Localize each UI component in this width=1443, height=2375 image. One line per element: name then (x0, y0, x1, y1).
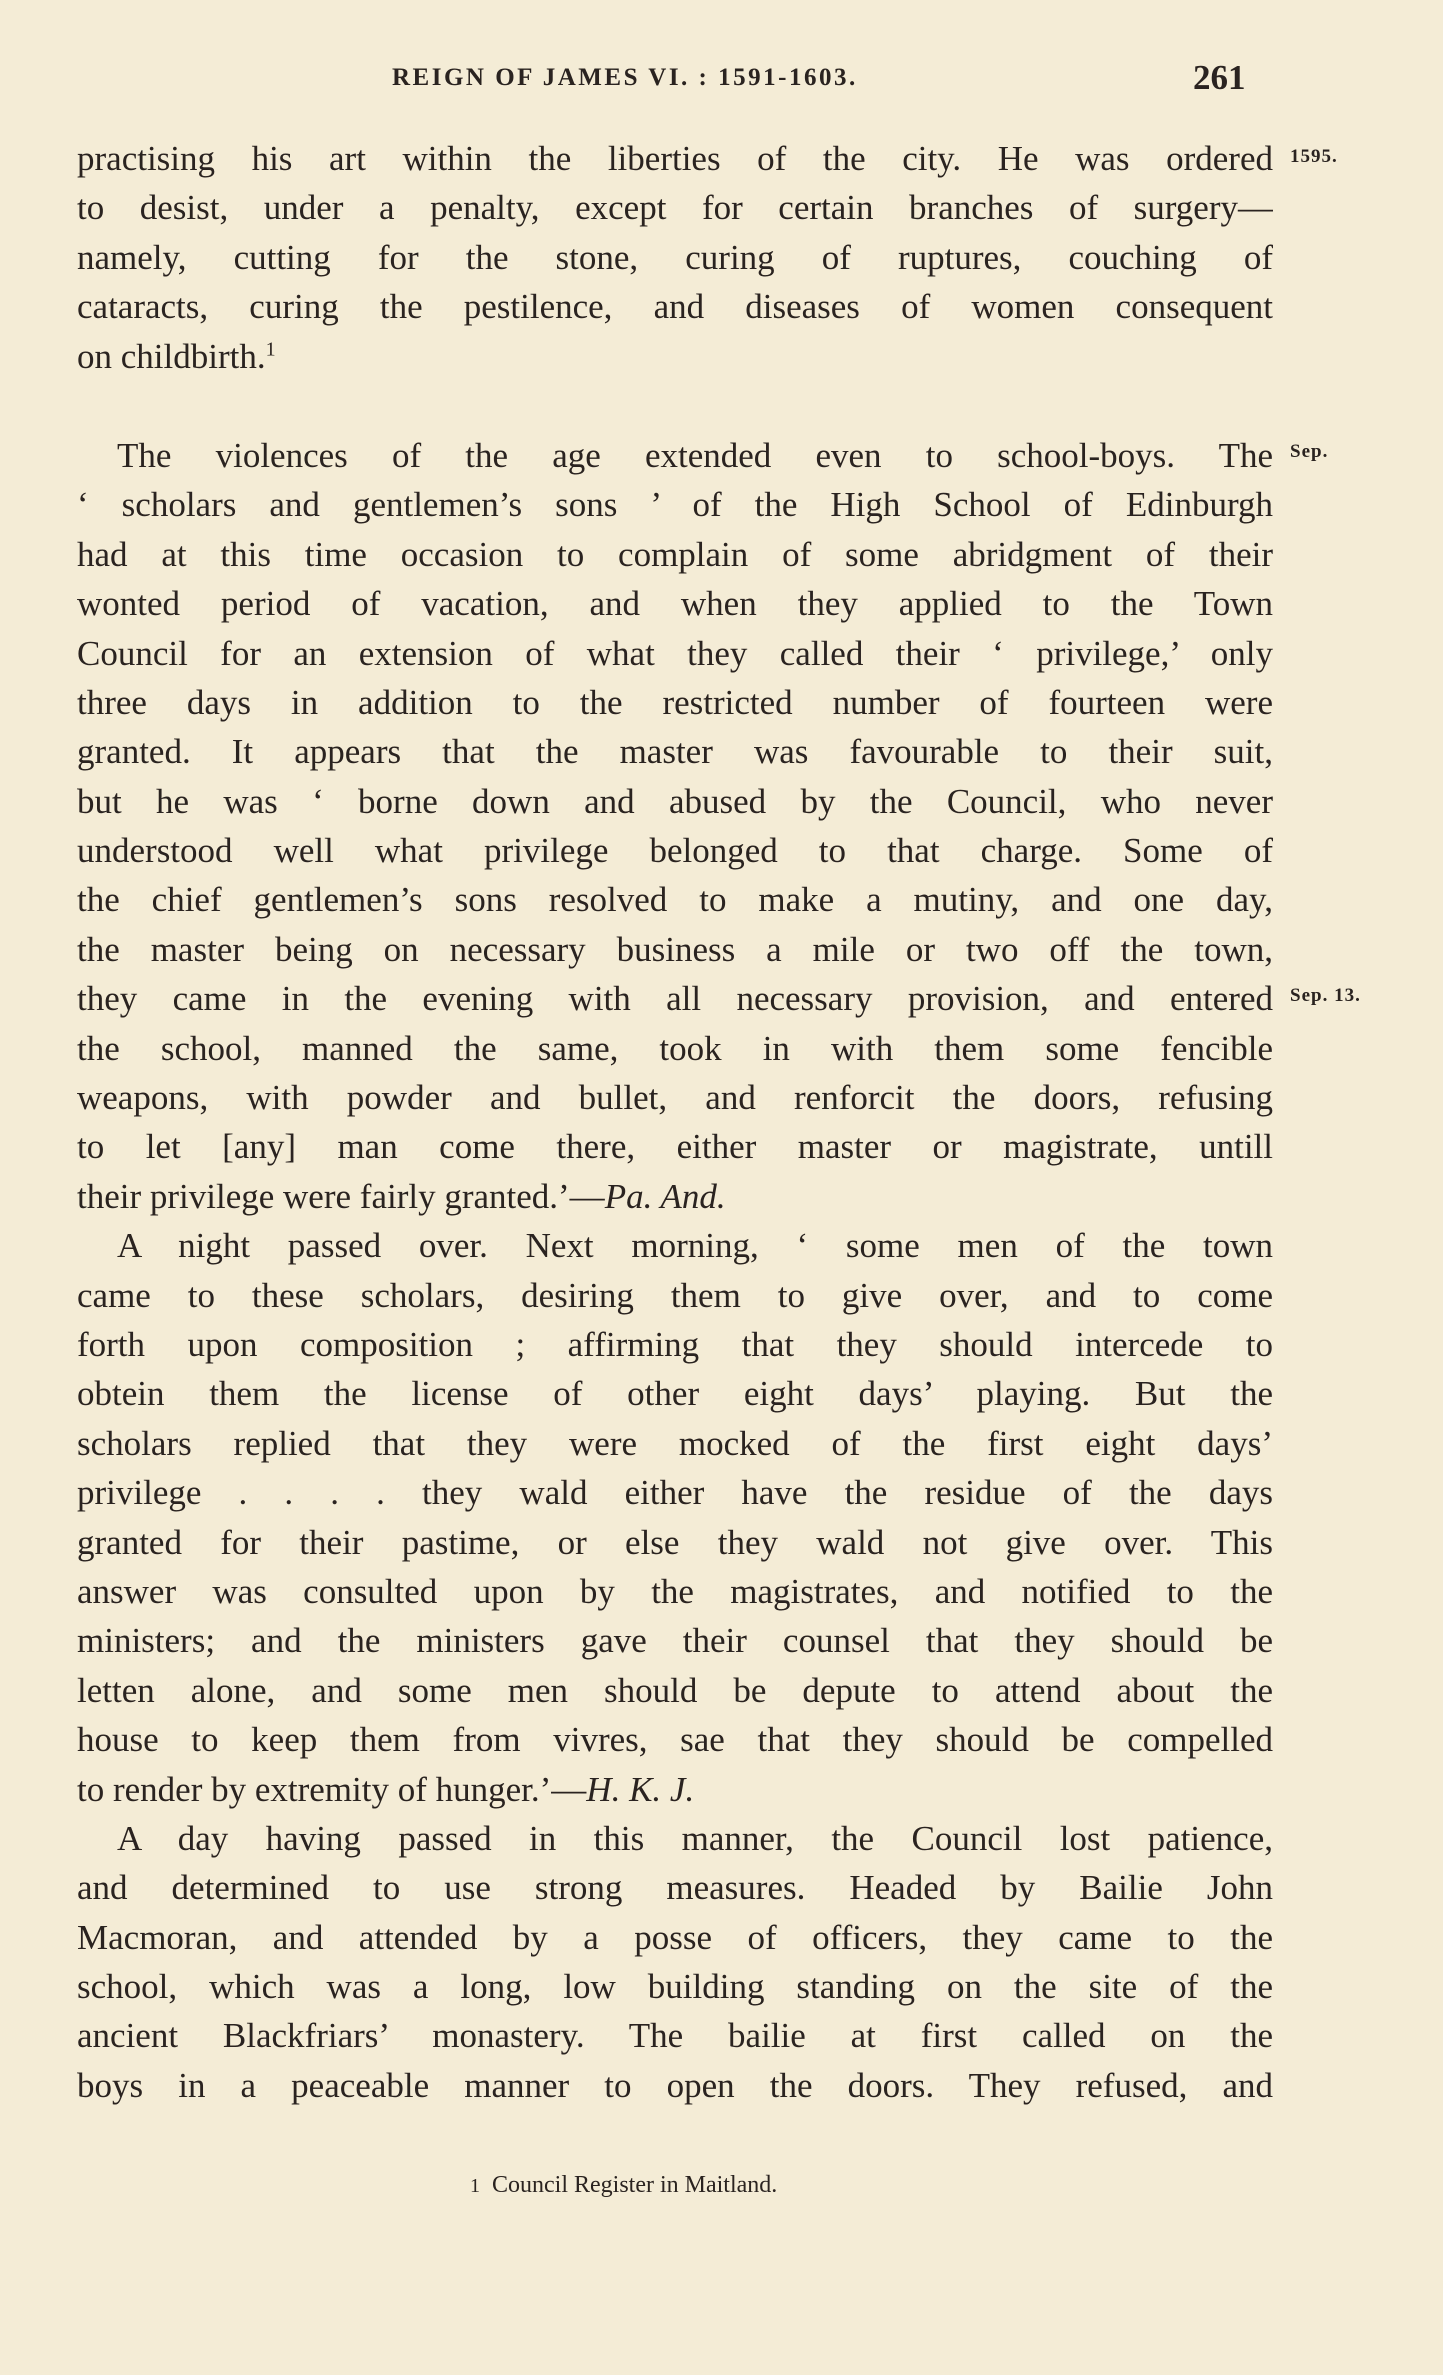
text-line: A night passed over. Next morning, ‘ some men of the town (117, 1226, 1273, 1266)
text-line: privilege . . . . they wald either have the residue of the days (77, 1473, 1273, 1513)
text-line: wonted period of vacation, and when they applied to the Town (77, 584, 1273, 624)
footnote-text: Council Register in Maitland. (492, 2172, 778, 2198)
page-header (0, 58, 1443, 108)
footnote-reference: 1 (265, 337, 276, 360)
text-line: Council for an extension of what they called their ‘ privilege,’ only (77, 633, 1273, 673)
text-line: boys in a peaceable manner to open the doors. They refused, and (77, 2065, 1273, 2105)
text-line: the chief gentlemen’s sons resolved to make a mutiny, and one day, (77, 880, 1273, 920)
text-segment: to render by extremity of hunger.’— (77, 1769, 587, 1809)
citation: Pa. And. (604, 1176, 726, 1216)
text-line: the school, manned the same, took in with them some fencible (77, 1028, 1273, 1068)
text-line: cataracts, curing the pestilence, and diseases of women consequent (77, 287, 1273, 327)
text-line: obtein them the license of other eight days’ playing. But the (77, 1374, 1273, 1414)
text-line: letten alone, and some men should be depute to attend about the (77, 1670, 1273, 1710)
text-line: they came in the evening with all necessary provision, and entered (77, 979, 1273, 1019)
text-line: to desist, under a penalty, except for certain branches of surgery— (77, 188, 1273, 228)
text-line: ministers; and the ministers gave their counsel that they should be (77, 1621, 1273, 1661)
text-line: house to keep them from vivres, sae that they should be compelled (77, 1720, 1273, 1760)
text-line: forth upon composition ; affirming that they should intercede to (77, 1324, 1273, 1364)
text-line: A day having passed in this manner, the Council lost patience, (117, 1818, 1273, 1858)
text-line: three days in addition to the restricted number of fourteen were (77, 682, 1273, 722)
text-line: The violences of the age extended even to school-boys. The (117, 435, 1273, 475)
margin-note-year: 1595. (1290, 146, 1338, 167)
margin-note-sep: Sep. (1290, 441, 1329, 462)
paragraph-gap (77, 381, 1273, 431)
text-line: granted. It appears that the master was favourable to their suit, (77, 732, 1273, 772)
text-line: came to these scholars, desiring them to give over, and to come (77, 1275, 1273, 1315)
citation: H. K. J. (586, 1769, 695, 1809)
text-line: Macmoran, and attended by a posse of officers, they came to the (77, 1917, 1273, 1957)
text-line (77, 1765, 1273, 1814)
text-line: practising his art within the liberties of the city. He was ordered (77, 139, 1273, 178)
text-line (77, 1172, 1273, 1221)
text-line: understood well what privilege belonged to that charge. Some of (77, 831, 1273, 871)
text-line: the master being on necessary business a mile or two off the town, (77, 929, 1273, 969)
footnote (470, 2172, 777, 2199)
body-text (77, 134, 1273, 2110)
paragraph-3 (77, 1221, 1273, 1814)
text-line: answer was consulted upon by the magistrates, and notified to the (77, 1571, 1273, 1611)
text-line: ancient Blackfriars’ monastery. The bailie at first called on the (77, 2016, 1273, 2056)
text-segment: on childbirth. (77, 336, 266, 376)
text-line (77, 332, 1273, 381)
paragraph-1 (77, 134, 1273, 381)
page-number: 261 (1193, 58, 1246, 97)
text-line: and determined to use strong measures. Headed by Bailie John (77, 1868, 1273, 1908)
text-line: but he was ‘ borne down and abused by the Council, who never (77, 781, 1273, 821)
text-line: to let [any] man come there, either master or magistrate, untill (77, 1127, 1273, 1167)
footnote-mark: 1 (470, 2175, 480, 2197)
text-line: weapons, with powder and bullet, and renforcit the doors, refusing (77, 1078, 1273, 1118)
text-line: had at this time occasion to complain of some abridgment of their (77, 534, 1273, 574)
text-line: school, which was a long, low building standing on the site of the (77, 1967, 1273, 2007)
running-head: REIGN OF JAMES VI. : 1591-1603. (392, 64, 858, 91)
text-line: granted for their pastime, or else they wald not give over. This (77, 1522, 1273, 1562)
margin-note-sep-13: Sep. 13. (1290, 985, 1361, 1006)
paragraph-2 (77, 431, 1273, 1221)
text-line: scholars replied that they were mocked of the first eight days’ (77, 1423, 1273, 1463)
paragraph-4 (77, 1814, 1273, 2110)
text-line: ‘ scholars and gentlemen’s sons ’ of the High School of Edinburgh (77, 485, 1273, 525)
text-segment: their privilege were fairly granted.’— (77, 1176, 605, 1216)
text-line: namely, cutting for the stone, curing of ruptures, couching of (77, 237, 1273, 277)
